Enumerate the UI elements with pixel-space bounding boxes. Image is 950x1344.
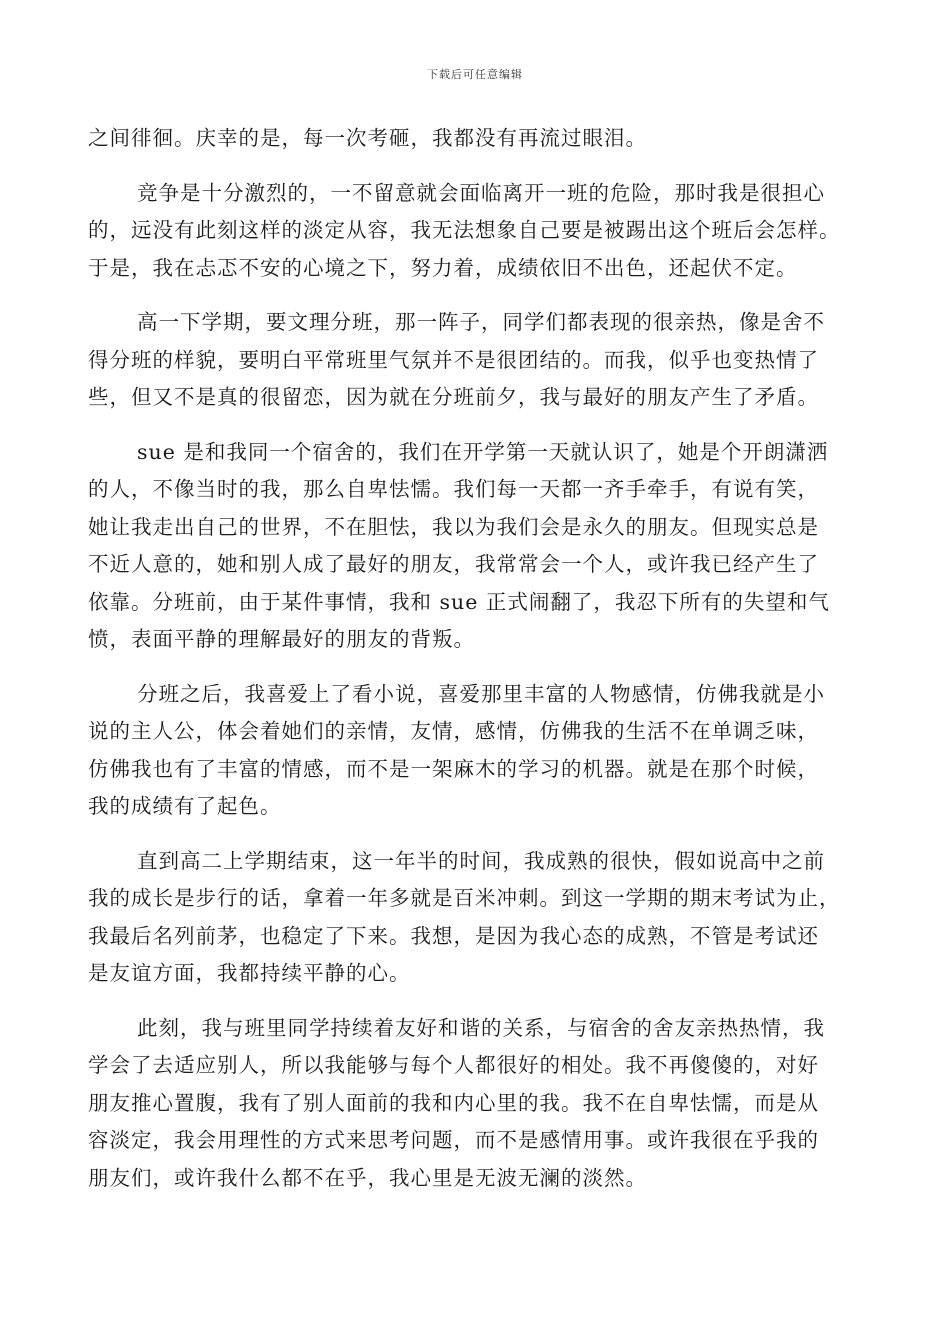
text-line: 仿佛我也有了丰富的情感，而不是一架麻木的学习的机器。就是在那个时候， (88, 756, 819, 781)
paragraph (88, 1010, 858, 1198)
text-line: 些，但又不是真的很留恋，因为就在分班前夕，我与最好的朋友产生了矛盾。 (88, 385, 819, 409)
text-line: 的，远没有此刻这样的淡定从容，我无法想象自己要是被踢出这个班后会怎样。 (88, 218, 841, 242)
text-line: 之间徘徊。庆幸的是，每一次考砸，我都没有再流过眼泪。 (88, 126, 647, 150)
text-line: 我的成绩有了起色。 (88, 794, 282, 818)
text-line: 朋友们，或许我什么都不在乎，我心里是无波无澜的淡然。 (88, 1165, 647, 1190)
text-line: 她让我走出自己的世界，不在胆怯，我以为我们会是永久的朋友。但现实总是 (88, 514, 819, 539)
text-line: 的人，不像当时的我，那么自卑怯懦。我们每一天都一齐手牵手，有说有笑， (88, 477, 819, 501)
text-line: 直到高二上学期结束，这一年半的时间，我成熟的很快，假如说高中之前 (137, 848, 825, 873)
text-line: 朋友推心置腹，我有了别人面前的我和内心里的我。我不在自卑怯懦，而是从 (88, 1090, 819, 1115)
paragraph (88, 120, 858, 158)
text-line: 说的主人公，体会着她们的亲情，友情，感情，仿佛我的生活不在单调乏味， (88, 719, 819, 743)
paragraph (88, 175, 858, 288)
text-line: 分班之后，我喜爱上了看小说，喜爱那里丰富的人物感情，仿佛我就是小 (137, 681, 825, 706)
paragraph (88, 304, 858, 417)
document-body (88, 120, 858, 1214)
text-line: 是友谊方面，我都持续平静的心。 (88, 961, 411, 985)
text-line: 我最后名列前茅，也稳定了下来。我想，是因为我心态的成熟，不管是考试还 (88, 923, 819, 948)
text-line: 依靠。分班前，由于某件事情，我和 sue 正式闹翻了，我忍下所有的失望和气 (88, 589, 830, 614)
text-line: 我的成长是步行的话，拿着一年多就是百米冲刺。到这一学期的期末考试为止， (88, 886, 841, 910)
paragraph (88, 843, 858, 993)
text-line: 于是，我在忐忑不安的心境之下，努力着，成绩依旧不出色，还起伏不定。 (88, 255, 798, 280)
text-line: 不近人意的，她和别人成了最好的朋友，我常常会一个人，或许我已经产生了 (88, 552, 819, 576)
paragraph (88, 434, 858, 659)
text-line: 学会了去适应别人，所以我能够与每个人都很好的相处。我不再傻傻的，对好 (88, 1053, 819, 1077)
text-line: 愤，表面平静的理解最好的朋友的背叛。 (88, 627, 475, 651)
text-line: 得分班的样貌，要明白平常班里气氛并不是很团结的。而我，似乎也变热情了 (88, 347, 819, 372)
text-line: sue 是和我同一个宿舍的，我们在开学第一天就认识了，她是个开朗潇洒 (137, 439, 829, 464)
text-line: 竞争是十分激烈的，一不留意就会面临离开一班的危险，那时我是很担心 (137, 180, 825, 205)
page-header: 下载后可任意编辑 (427, 68, 523, 81)
text-line: 高一下学期，要文理分班，那一阵子，同学们都表现的很亲热，像是舍不 (137, 310, 825, 334)
text-line: 容淡定，我会用理性的方式来思考问题，而不是感情用事。或许我很在乎我的 (88, 1128, 819, 1152)
paragraph (88, 676, 858, 826)
text-line: 此刻，我与班里同学持续着友好和谐的关系，与宿舍的舍友亲热热情，我 (137, 1015, 825, 1040)
